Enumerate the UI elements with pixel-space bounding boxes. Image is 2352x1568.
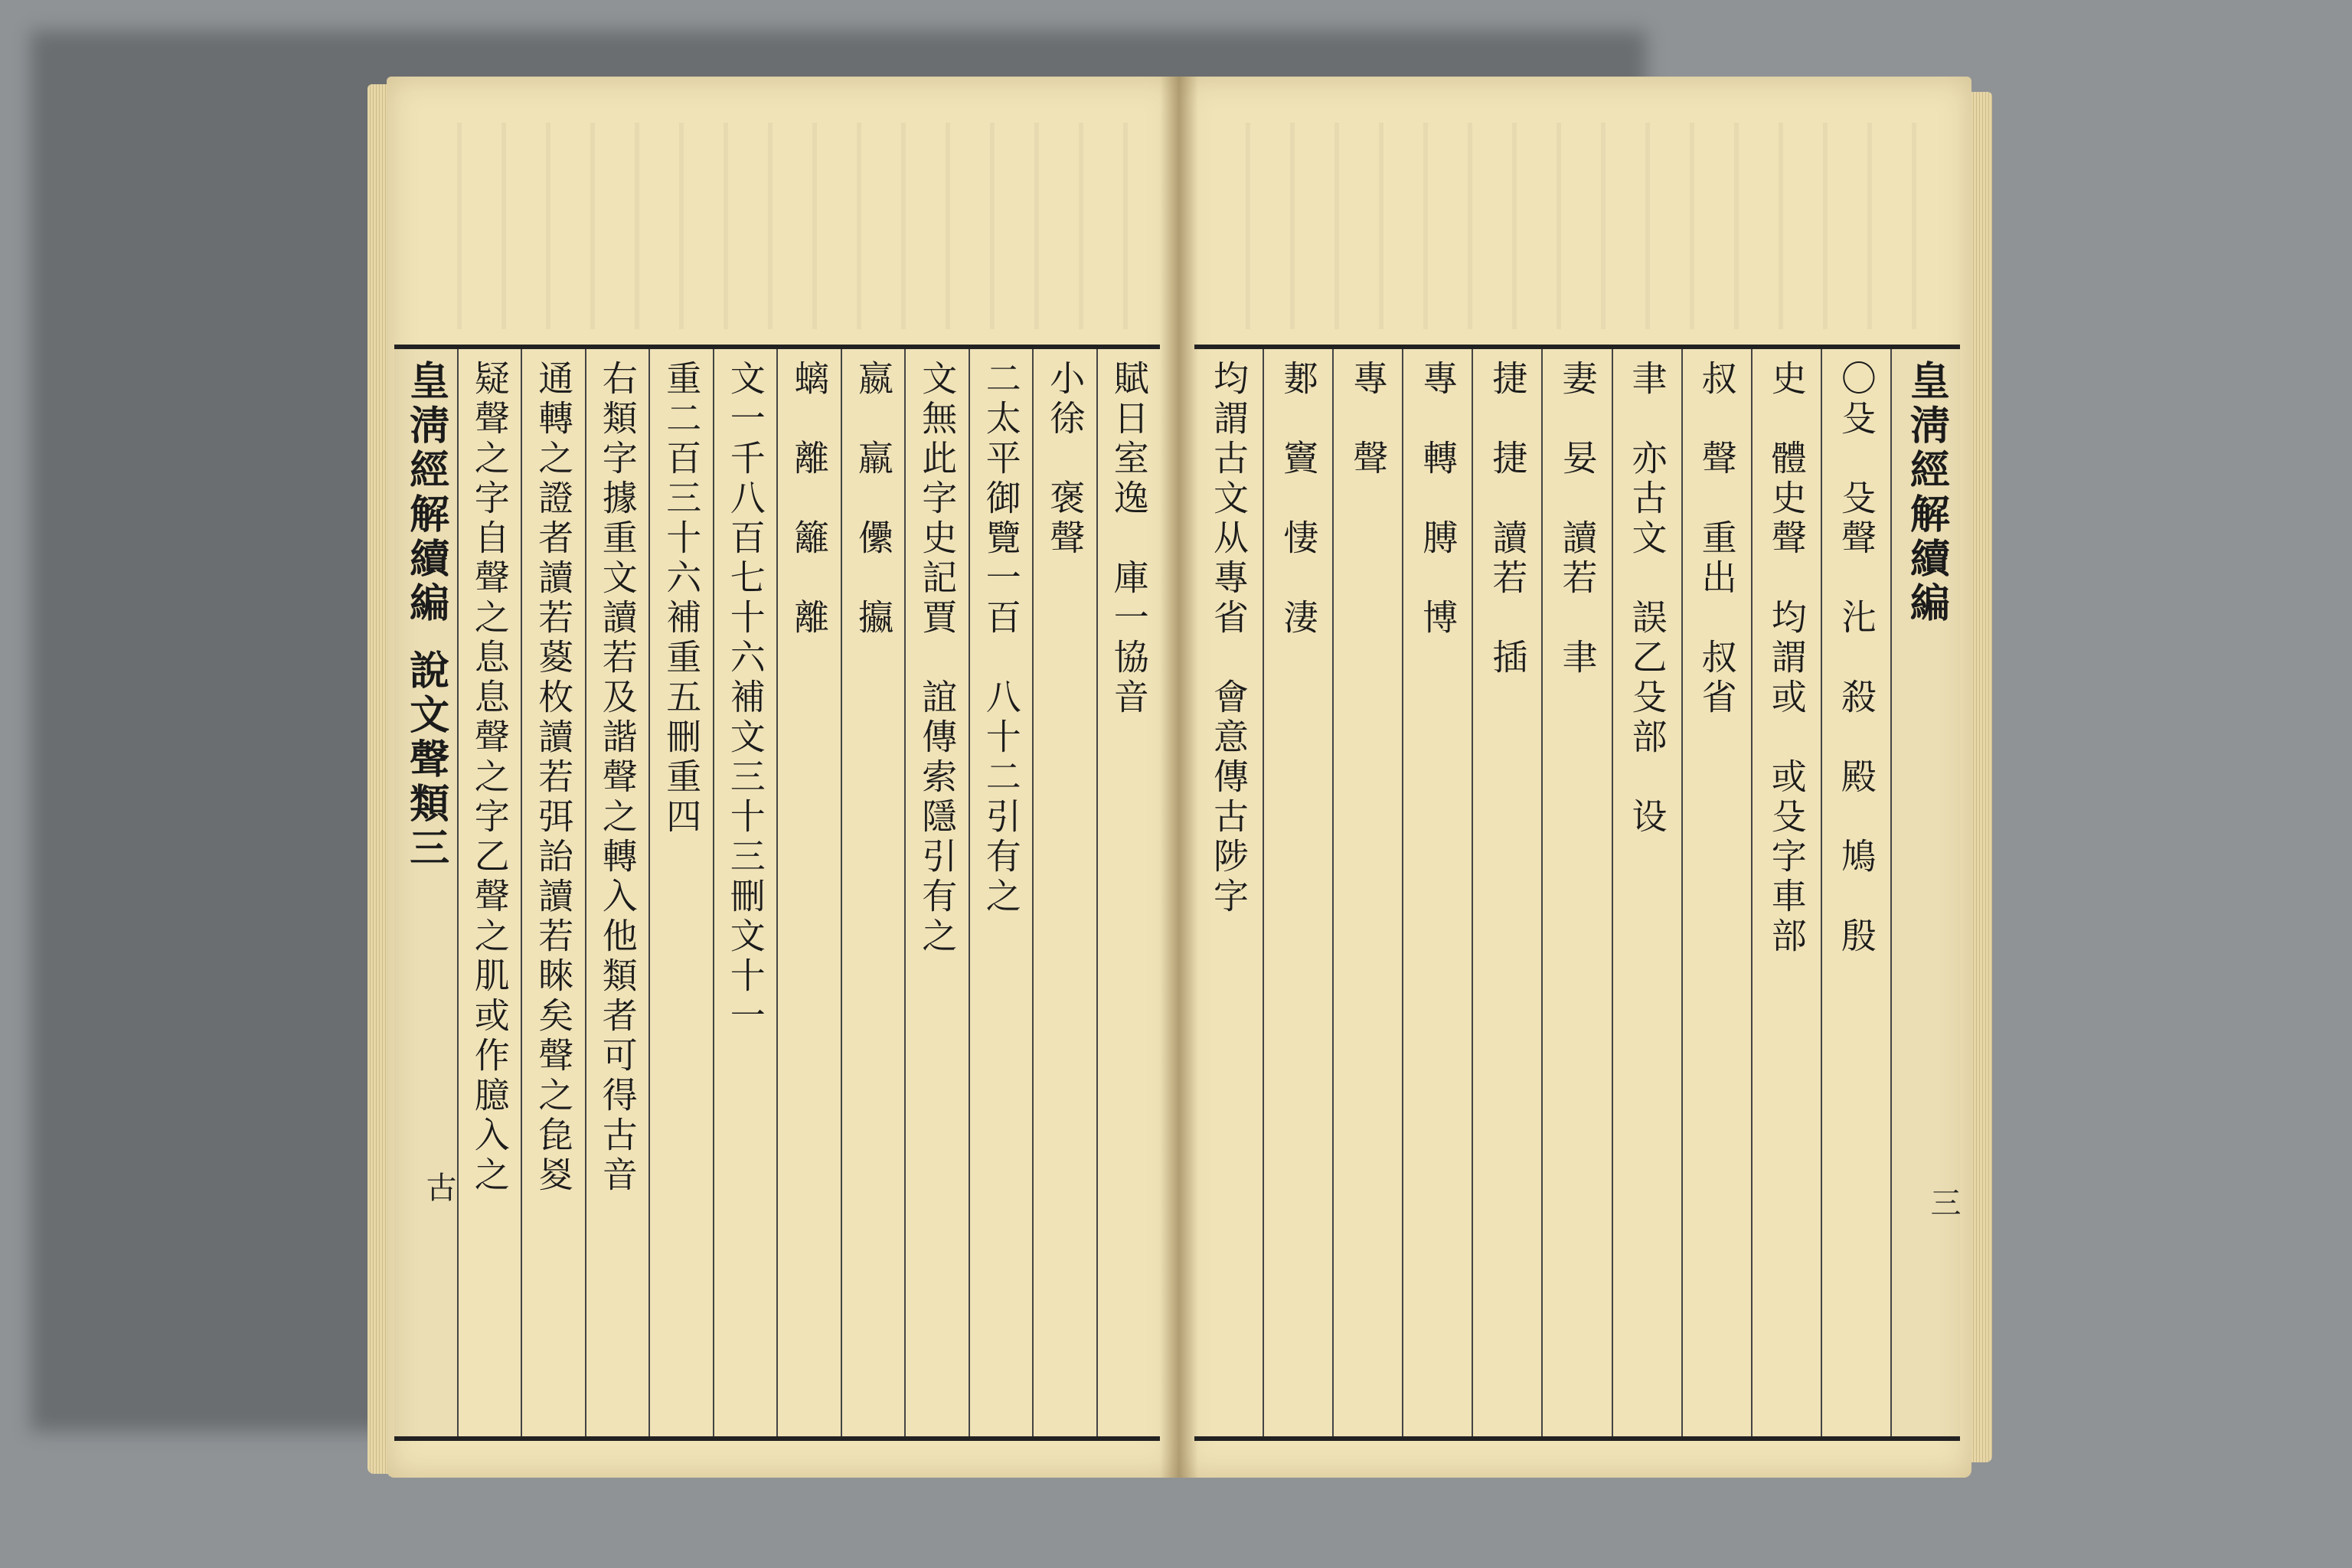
right-col-5: 捷 捷 讀若 插 [1472,349,1541,1436]
left-title-column [394,349,457,1436]
right-title-column [1890,349,1960,1436]
left-col-5: 螭 離 籬 離 [776,349,841,1436]
right-col-1: 史 體史聲 均謂或 或殳字車部 [1751,349,1821,1436]
left-chapter-label: 說文聲類三 [402,649,449,871]
left-col-7: 重二百三十六補重五刪重四 [648,349,713,1436]
right-col-4: 妻 妟 讀若 聿 [1541,349,1611,1436]
right-page-number: 三 [1926,1187,1961,1217]
left-col-3: 文無此字史記賈 誼傳索隱引有之 [904,349,969,1436]
right-col-7: 專 聲 [1332,349,1402,1436]
left-col-9: 通轉之證者讀若葼枚讀若弭詒讀若睞矣聲之㲋㚇 [521,349,585,1436]
right-col-3: 聿 亦古文 誤乙殳部 设 [1612,349,1681,1436]
left-col-6: 文一千八百七十六補文三十三刪文十一 [713,349,777,1436]
left-col-1: 小徐 褒聲 [1032,349,1096,1436]
right-col-0: 〇殳 殳聲 㲺 殺 殿 鳩 殷 [1821,349,1890,1436]
open-book [360,77,1983,1478]
right-col-9: 均謂古文从專省 會意傳古陟字 [1207,360,1250,917]
left-show-through [417,122,1152,329]
left-page-number: 古 [421,1171,456,1202]
right-title: 皇淸經解續編 [1903,360,1950,626]
left-title: 皇淸經解續編 [402,360,449,626]
left-col-10: 疑聲之字自聲之息息聲之字乙聲之肌或作臆入之 [457,349,521,1436]
book-gutter [1160,77,1198,1478]
left-col-4: 嬴 羸 儽 攍 [841,349,905,1436]
right-col-8: 郪 竇 悽 淒 [1263,349,1332,1436]
right-text-frame [1194,345,1960,1441]
right-show-through [1206,122,1941,329]
right-col-6: 專 轉 膊 博 [1402,349,1472,1436]
left-text-frame [394,345,1160,1441]
left-col-0: 賦日室逸 庫一協音 [1096,349,1161,1436]
left-col-2: 二太平御覽一百 八十二引有之 [969,349,1033,1436]
right-col-2: 叔 聲 重出 叔省 [1681,349,1751,1436]
left-col-8: 右類字據重文讀若及諧聲之轉入他類者可得古音 [585,349,649,1436]
